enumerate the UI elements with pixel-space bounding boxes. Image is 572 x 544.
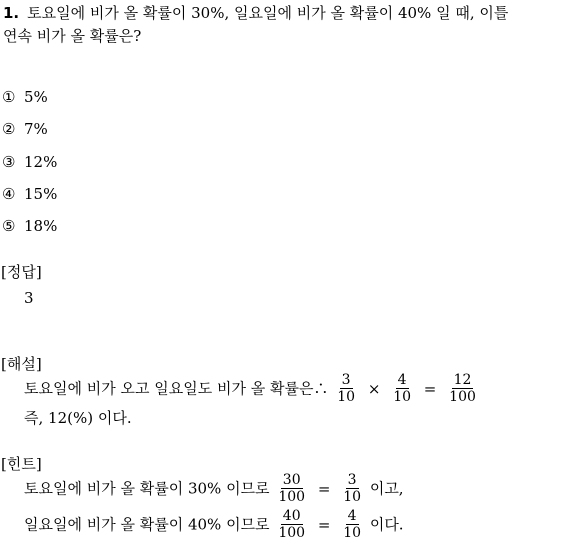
numerator: 4 xyxy=(347,508,357,524)
choice-text: 15% xyxy=(24,185,58,203)
choice-mark: ⑤ xyxy=(2,217,16,235)
explanation-line-2: 즉, 12(%) 이다. xyxy=(24,409,132,427)
hint-label: [힌트] xyxy=(1,455,42,473)
question-text-1: 토요일에 비가 올 확률이 30%, 일요일에 비가 올 확률이 40% 일 때, 이틀 xyxy=(27,4,509,22)
fraction-40-100 xyxy=(276,508,307,541)
equals-sign: = xyxy=(317,515,331,534)
answer-value: 3 xyxy=(24,289,34,307)
choice-text: 12% xyxy=(24,153,58,171)
question-number: 1. xyxy=(3,4,20,22)
fraction-4-10 xyxy=(341,508,363,541)
hint-tail-1: 이고, xyxy=(369,479,404,498)
choice-text: 5% xyxy=(24,88,48,106)
choice-mark: ④ xyxy=(2,185,16,203)
numerator: 4 xyxy=(397,372,407,388)
choice-1[interactable] xyxy=(2,87,48,107)
times-sign: × xyxy=(367,379,381,398)
choice-mark: ③ xyxy=(2,153,16,171)
denominator: 100 xyxy=(278,489,306,505)
fraction-30-100 xyxy=(276,472,307,505)
explanation-line-1 xyxy=(24,372,480,405)
denominator: 10 xyxy=(343,489,362,505)
question-line-2 xyxy=(3,26,141,46)
choice-4[interactable] xyxy=(2,184,57,204)
denominator: 10 xyxy=(337,389,356,405)
fraction-3-10 xyxy=(341,472,363,505)
question-line-1 xyxy=(3,3,508,23)
choice-text: 18% xyxy=(24,217,58,235)
explanation-text: 토요일에 비가 오고 일요일도 비가 올 확률은∴ xyxy=(24,379,329,398)
choice-2[interactable] xyxy=(2,119,48,139)
denominator: 10 xyxy=(343,525,362,541)
choice-3[interactable] xyxy=(2,152,57,172)
fraction-4-10 xyxy=(391,372,413,405)
equals-sign: = xyxy=(317,479,331,498)
hint-line-1 xyxy=(24,472,404,505)
answer-label: [정답] xyxy=(1,263,42,281)
choice-mark: ① xyxy=(2,88,16,106)
denominator: 100 xyxy=(449,389,476,405)
hint-line-2 xyxy=(24,508,404,541)
equals-sign: = xyxy=(423,379,437,398)
fraction-12-100 xyxy=(447,372,478,405)
numerator: 12 xyxy=(453,372,472,388)
numerator: 40 xyxy=(282,508,301,524)
denominator: 10 xyxy=(393,389,412,405)
hint-text-1: 토요일에 비가 올 확률이 30% 이므로 xyxy=(24,479,270,498)
choice-5[interactable] xyxy=(2,216,57,236)
choice-mark: ② xyxy=(2,120,16,138)
choice-text: 7% xyxy=(24,120,48,138)
denominator: 100 xyxy=(278,525,306,541)
numerator: 3 xyxy=(341,372,351,388)
numerator: 30 xyxy=(282,472,301,488)
question-text-2: 연속 비가 올 확률은? xyxy=(3,27,142,45)
hint-tail-2: 이다. xyxy=(369,515,404,534)
explanation-label: [해설] xyxy=(1,355,42,373)
numerator: 3 xyxy=(347,472,357,488)
hint-text-2: 일요일에 비가 올 확률이 40% 이므로 xyxy=(24,515,270,534)
fraction-3-10 xyxy=(335,372,357,405)
